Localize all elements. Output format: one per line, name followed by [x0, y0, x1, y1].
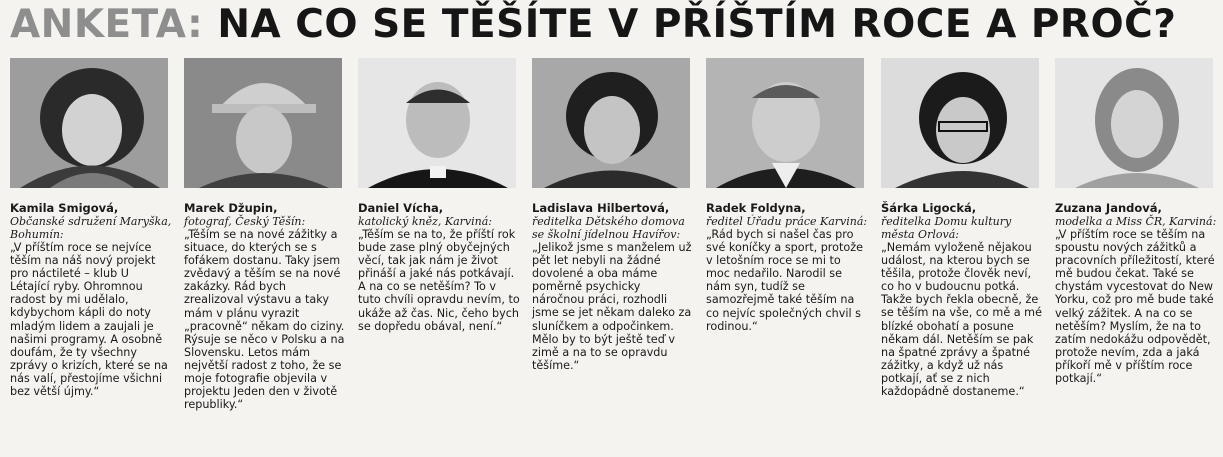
survey-column-5	[706, 58, 868, 333]
headline-title: NA CO SE TĚŠÍTE V PŘÍŠTÍM ROCE A PROČ?	[217, 2, 1177, 47]
survey-column-4	[532, 58, 694, 372]
survey-column-6	[881, 58, 1043, 398]
survey-column-2	[184, 58, 346, 411]
survey-column-3	[358, 58, 520, 333]
person-quote: „Těším se na to, že příští rok bude zase plný obyčejných věcí, tak jak nám je život přináší a jaké nás potkávají. A na co se netěším? To v tuto chvíli opravdu nevím, to ukáže až čas. Nic, čeho bych se dopředu obával, není.“	[358, 228, 520, 333]
person-quote: „V příštím roce se nejvíce těším na náš nový projekt pro náctileté – klub U Létající ryby. Ohromnou radost by mi udělalo, kdybychom kápli do noty mladým lidem a zaujali je našimi programy. A osobně doufám, že ty všechny zprávy o krizích, které se na nás valí, přestojíme všichni bez větší újmy.“	[10, 241, 168, 399]
person-quote: „Rád bych si našel čas pro své koníčky a sport, protože v letošním roce se mi to moc nedařilo. Narodil se nám syn, tudíž se samozřejmě také těším na co nejvíc společných chvil s rodinou.“	[706, 228, 863, 333]
person-quote: „Nemám vyloženě nějakou událost, na kterou bych se těšila, protože člověk neví, co ho v budoucnu potká. Takže bych řekla obecně, že se těším na vše, co mě a mé blízké obohatí a posune někam dál. Netěším se pak na špatné zprávy a špatné zážitky, a když už nás potkají, ať se z nich každopádně dostaneme.“	[881, 241, 1042, 399]
person-quote: „Jelikož jsme s manželem už pět let nebyli na žádné dovolené a oba máme poměrně psychicky náročnou práci, rozhodli jsme se jet někam daleko za sluníčkem a odpočinkem. Mělo by to být ještě teď v zimě a na to se opravdu těšíme.“	[532, 241, 692, 372]
portrait-photo	[881, 58, 1039, 188]
person-role: ředitelka Dětského domova se školní jídelnou Havířov:	[532, 215, 685, 241]
portrait-photo	[706, 58, 864, 188]
person-name: Šárka Ligocká,	[881, 201, 977, 215]
portrait-photo	[532, 58, 690, 188]
person-role: katolický kněz, Karviná:	[358, 215, 493, 228]
survey-column-1	[10, 58, 172, 398]
person-role: ředitelka Domu kultury města Orlová:	[881, 215, 1012, 241]
portrait-photo	[10, 58, 168, 188]
person-name: Daniel Vícha,	[358, 201, 444, 215]
person-role: modelka a Miss ČR, Karviná:	[1055, 215, 1217, 228]
headline-kicker: ANKETA:	[10, 2, 204, 47]
person-name: Ladislava Hilbertová,	[532, 201, 670, 215]
person-role: ředitel Úřadu práce Karviná:	[706, 215, 868, 228]
person-name: Kamila Smigová,	[10, 201, 119, 215]
person-name: Zuzana Jandová,	[1055, 201, 1162, 215]
portrait-photo	[1055, 58, 1213, 188]
survey-column-7	[1055, 58, 1217, 385]
person-role: Občanské sdružení Maryška, Bohumín:	[10, 215, 172, 241]
person-quote: „V příštím roce se těším na spoustu nových zážitků a pracovních příležitostí, které mě budou čekat. Také se chystám vycestovat do New Yorku, což pro mě bude také velký zážitek. A na co se netěším? Myslím, že na to zatím nedokážu odpovědět, protože nevím, zda a jaká příkoří mě v příštím roce potkají.“	[1055, 228, 1215, 386]
portrait-photo	[184, 58, 342, 188]
person-name: Marek Džupin,	[184, 201, 278, 215]
headline	[10, 2, 1176, 48]
portrait-photo	[358, 58, 516, 188]
person-quote: „Těším se na nové zážitky a situace, do kterých se s fofákem dostanu. Taky jsem zvědavý a těším se na nové zakázky. Rád bych zrealizoval výstavu a taky mám v plánu vyrazit „pracovně“ někam do ciziny. Rýsuje se něco v Polsku a na Slovensku. Letos mám největší radost z toho, že se moje fotografie objevila v projektu Jeden den v životě republiky.“	[184, 228, 345, 412]
person-role: fotograf, Český Těšín:	[184, 215, 306, 228]
person-name: Radek Foldyna,	[706, 201, 806, 215]
